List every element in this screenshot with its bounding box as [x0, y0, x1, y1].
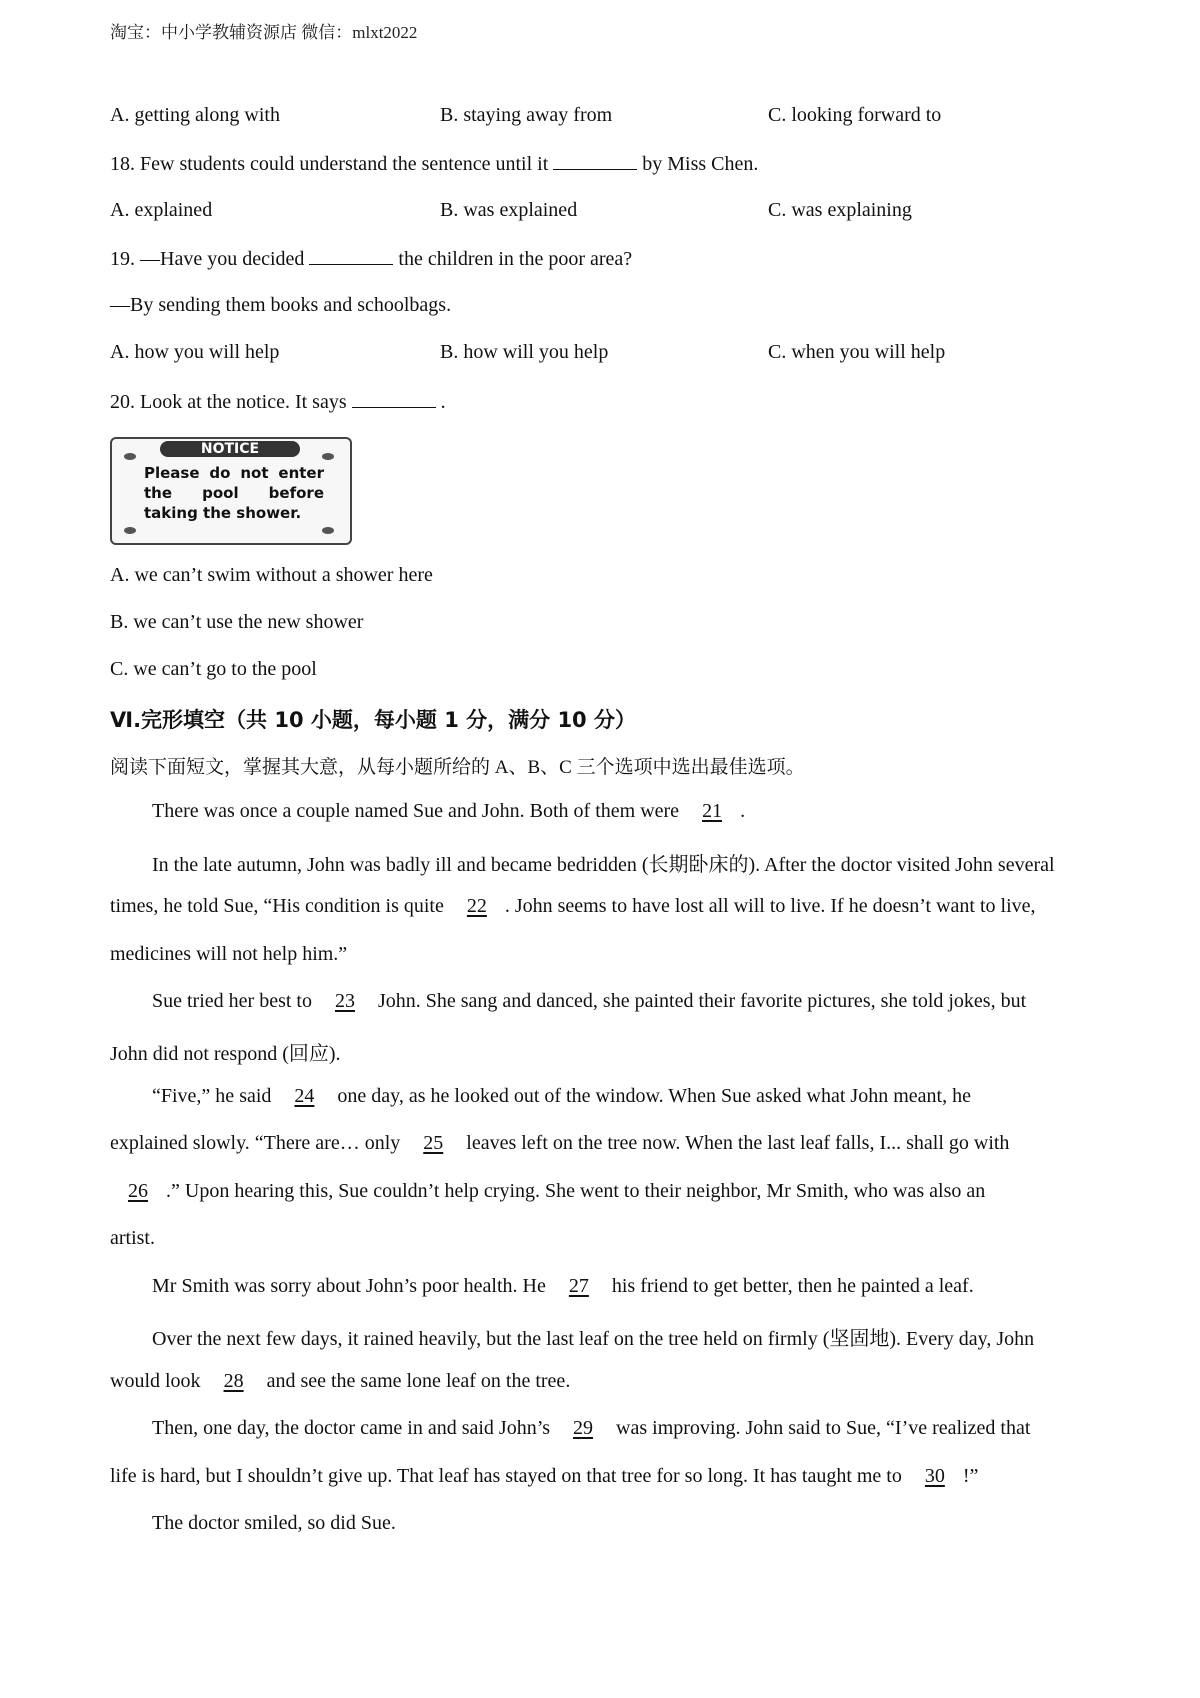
q18-option-c: C. was explaining: [768, 199, 912, 221]
passage-line: artist.: [110, 1227, 155, 1249]
passage-line: medicines will not help him.”: [110, 943, 348, 965]
q18-blank: [553, 151, 637, 170]
blank-27: 27: [568, 1275, 589, 1297]
q18-option-b: B. was explained: [440, 199, 578, 221]
passage-text: one day, as he looked out of the window. When Sue asked what John meant, he: [332, 1085, 971, 1107]
blank-30: 30: [924, 1465, 945, 1487]
passage-line: The doctor smiled, so did Sue.: [152, 1512, 396, 1534]
q19-stem: 19. —Have you decided: [110, 248, 305, 270]
passage-text: Then, one day, the doctor came in and said John’s: [152, 1417, 556, 1439]
blank-29: 29: [573, 1417, 594, 1439]
passage-line: [152, 800, 745, 823]
passage-text: Sue tried her best to: [152, 990, 317, 1012]
q19-answer-line: —By sending them books and schoolbags.: [110, 294, 452, 316]
passage-line: [152, 1417, 1030, 1440]
q20-option-c: C. we can’t go to the pool: [110, 658, 317, 680]
notice-pin-icon: [124, 453, 136, 460]
q18-stem-end: by Miss Chen.: [642, 153, 759, 175]
blank-23: 23: [334, 990, 355, 1012]
passage-line: [110, 895, 1036, 918]
blank-24: 24: [294, 1085, 315, 1107]
passage-line: [152, 990, 1026, 1013]
blank-28: 28: [223, 1370, 244, 1392]
q19-stem-end: the children in the poor area?: [398, 248, 633, 270]
q20-option-a: A. we can’t swim without a shower here: [110, 564, 433, 586]
q20-option-b: B. we can’t use the new shower: [110, 611, 364, 633]
passage-line: [110, 1465, 978, 1488]
passage-text: times, he told Sue, “His condition is quite: [110, 895, 449, 917]
passage-text: . John seems to have lost all will to live. If he doesn’t want to live,: [504, 895, 1036, 917]
q19-question: [110, 246, 632, 271]
section-instruction: 阅读下面短文，掌握其大意，从每小题所给的 A、B、C 三个选项中选出最佳选项。: [110, 757, 805, 778]
section-title: Ⅵ.完形填空（共 10 小题，每小题 1 分，满分 10 分）: [110, 708, 636, 732]
q19-option-c: C. when you will help: [768, 341, 946, 363]
q19-blank: [309, 246, 393, 265]
q18-question: [110, 151, 758, 176]
passage-text: There was once a couple named Sue and John. Both of them were: [152, 800, 685, 822]
q17-option-a: A. getting along with: [110, 104, 280, 126]
q19-option-a: A. how you will help: [110, 341, 280, 363]
passage-text: explained slowly. “There are… only: [110, 1132, 406, 1154]
passage-text: John. She sang and danced, she painted their favorite pictures, she told jokes, but: [372, 990, 1027, 1012]
q18-stem: 18. Few students could understand the sentence until it: [110, 153, 549, 175]
q17-option-b: B. staying away from: [440, 104, 613, 126]
passage-line: [110, 1132, 1009, 1155]
notice-pin-icon: [322, 527, 334, 534]
passage-text: was improving. John said to Sue, “I’ve realized that: [611, 1417, 1031, 1439]
notice-pin-icon: [322, 453, 334, 460]
page-header: 淘宝：中小学教辅资源店 微信：mlxt2022: [110, 23, 418, 42]
passage-text: Mr Smith was sorry about John’s poor health. He: [152, 1275, 551, 1297]
blank-26: 26: [128, 1180, 148, 1202]
passage-text: !”: [962, 1465, 979, 1487]
passage-text: life is hard, but I shouldn’t give up. That leaf has stayed on that tree for so long. It has taught me to: [110, 1465, 907, 1487]
passage-line: [110, 1370, 570, 1393]
blank-25: 25: [423, 1132, 444, 1154]
q18-option-a: A. explained: [110, 199, 213, 221]
q20-blank: [352, 389, 436, 408]
passage-line: [152, 1085, 971, 1108]
notice-text: Please do not enter the pool before taking the shower.: [144, 464, 324, 522]
passage-text: “Five,” he said: [152, 1085, 277, 1107]
passage-text: his friend to get better, then he painted a leaf.: [606, 1275, 974, 1297]
passage-line: Over the next few days, it rained heavily, but the last leaf on the tree held on firmly (坚固地). Every day, John: [152, 1328, 1035, 1350]
q17-option-c: C. looking forward to: [768, 104, 942, 126]
passage-text: leaves left on the tree now. When the last leaf falls, I... shall go with: [461, 1132, 1010, 1154]
notice-title: NOTICE: [160, 441, 300, 457]
q19-option-b: B. how will you help: [440, 341, 609, 363]
q20-stem: 20. Look at the notice. It says: [110, 391, 347, 413]
passage-line: [110, 1180, 985, 1203]
q20-question: [110, 389, 446, 414]
passage-line: In the late autumn, John was badly ill and became bedridden (长期卧床的). After the doctor visited John several: [152, 854, 1055, 876]
notice-pin-icon: [124, 527, 136, 534]
passage-line: John did not respond (回应).: [110, 1043, 341, 1065]
q20-stem-end: .: [440, 391, 446, 413]
passage-line: [152, 1275, 974, 1298]
notice-image: [110, 437, 352, 545]
passage-text: would look: [110, 1370, 206, 1392]
passage-text: .: [740, 800, 746, 822]
blank-22: 22: [466, 895, 487, 917]
blank-21: 21: [702, 800, 723, 822]
passage-text: and see the same lone leaf on the tree.: [261, 1370, 571, 1392]
passage-text: .” Upon hearing this, Sue couldn’t help crying. She went to their neighbor, Mr Smith, who was also an: [166, 1180, 986, 1202]
